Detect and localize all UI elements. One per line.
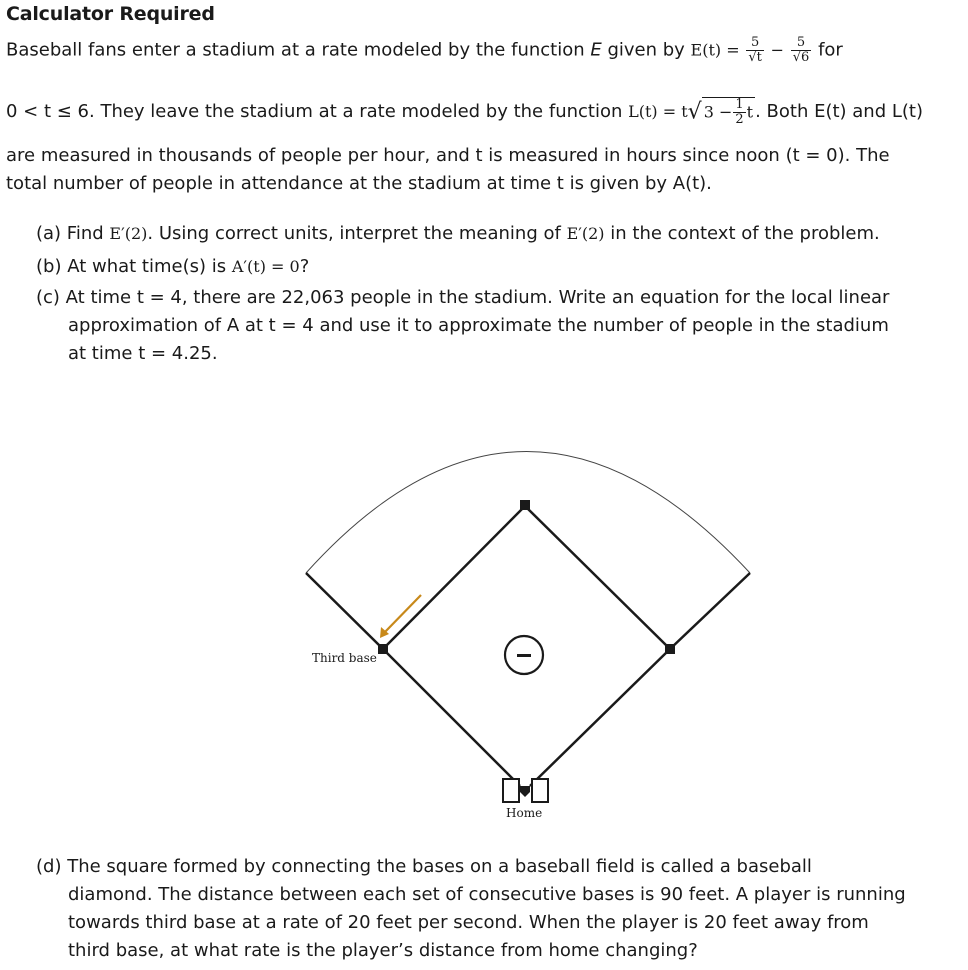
part-b-text: (b) At what time(s) is [36,256,232,277]
first-base [665,644,675,654]
part-a-text: (a) Find [36,223,110,244]
intro-text: . Both E(t) and L(t) [755,101,923,122]
L-function-lhs: L(t) = t [628,102,688,121]
E-minus: − [770,40,785,60]
third-base-label: Third base [312,651,377,665]
intro-text: 0 < t ≤ 6. They leave the stadium at a rate modeled by the function [6,101,629,122]
part-d-line-3: towards third base at a rate of 20 feet per second. When the player is 20 feet away from [68,912,869,933]
third-foul-line [306,573,383,649]
home-label: Home [506,806,543,820]
E-function-lhs: E(t) = [690,40,740,60]
intro-line-3: are measured in thousands of people per hour, and t is measured in hours since noon (t = 0). The [6,145,890,166]
radical-sign: √ [687,99,702,125]
home-to-third-line [383,649,520,786]
part-d-line-2: diamond. The distance between each set of consecutive bases is 90 feet. A player is running [68,884,906,905]
part-c-line-1: (c) At time t = 4, there are 22,063 people in the stadium. Write an equation for the local linear [36,287,890,308]
part-b-text-post: ? [299,256,310,277]
E-num-2: 5 [791,36,812,51]
intro-line-4: total number of people in attendance at the stadium at time t is given by A(t). [6,173,712,194]
part-d-line-4: third base, at what rate is the player’s distance from home changing? [68,940,698,961]
part-c-line-3: at time t = 4.25. [68,343,218,364]
home-to-first-line [530,649,670,786]
part-a-text-mid: . Using correct units, interpret the meaning of [147,223,567,244]
section-heading: Calculator Required [6,3,215,25]
home-plate [520,786,530,797]
part-a-math-2: E′(2) [566,224,605,243]
var-E: E [590,39,602,61]
L-den: 2 [735,112,744,127]
E-num-1: 5 [746,36,764,51]
part-b-math: A′(t) = 0 [231,257,300,276]
outfield-arc [306,452,750,574]
intro-text: Baseball fans enter a stadium at a rate modeled by the function [6,39,591,61]
third-base [378,644,388,654]
E-den-2: √6 [792,50,810,65]
second-to-first-line [525,506,670,649]
L-num: 1 [735,97,744,112]
intro-text: given by [601,39,691,61]
second-base [520,500,530,510]
L-radicand-a: 3 − [703,102,733,122]
right-batters-box [532,779,548,802]
first-foul-line [670,573,750,649]
L-radicand-b: t [746,102,754,122]
left-batters-box [503,779,519,802]
pitchers-rubber [517,654,531,657]
part-a-math-1: E′(2) [109,224,148,243]
third-to-second-line [383,506,525,649]
intro-for: for [818,39,843,61]
runner-arrow-shaft [384,595,421,633]
part-d-line-1: (d) The square formed by connecting the bases on a baseball field is called a baseball [36,856,812,877]
E-den-1: √t [748,50,762,65]
part-a-text-post: in the context of the problem. [604,223,880,244]
part-c-line-2: approximation of A at t = 4 and use it to approximate the number of people in the stadium [68,315,889,336]
